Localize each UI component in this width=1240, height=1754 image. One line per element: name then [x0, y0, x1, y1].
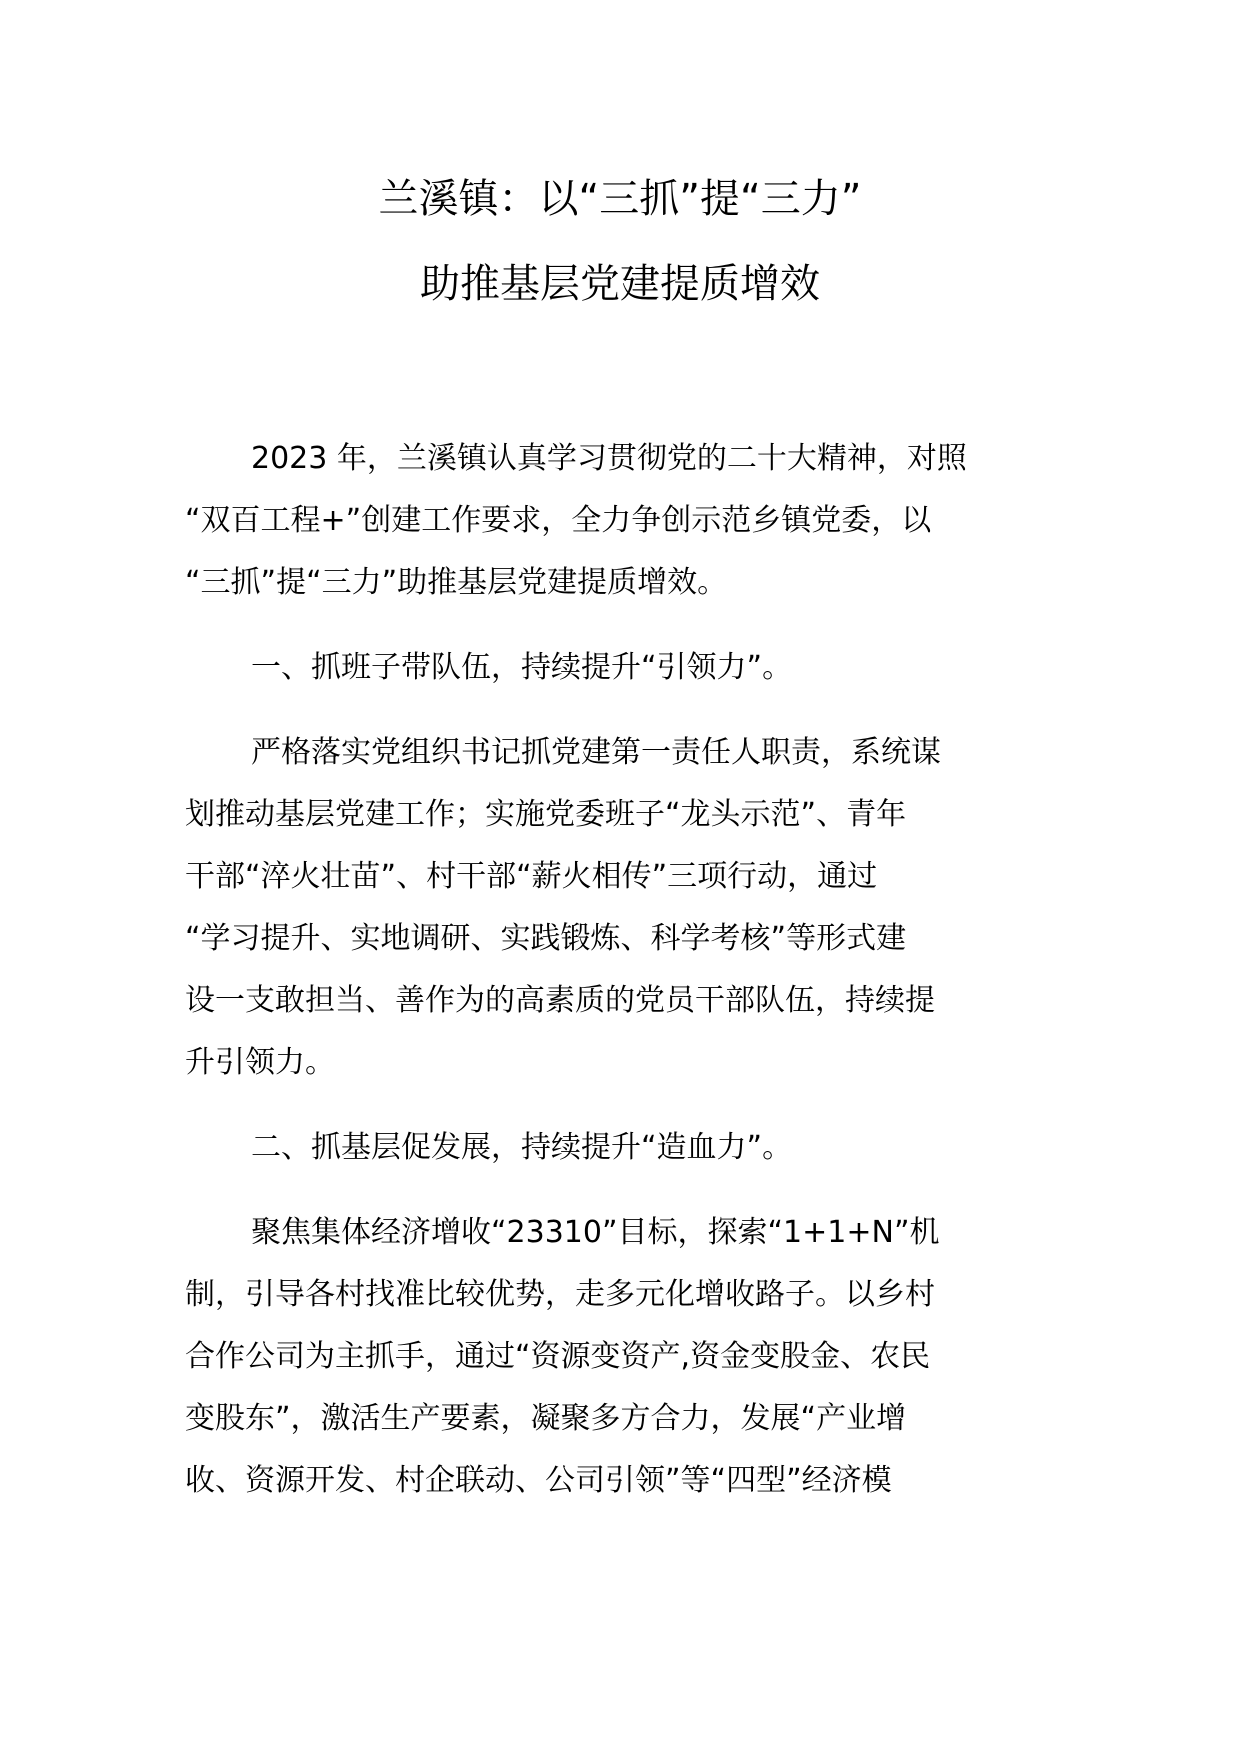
document-body — [185, 428, 1055, 1512]
paragraph-line: 制，引导各村找准比较优势，走多元化增收路子。以乡村 — [185, 1277, 935, 1312]
intro-paragraph — [185, 428, 1055, 614]
paragraph-line: 严格落实党组织书记抓党建第一责任人职责，系统谋 — [251, 735, 941, 770]
document-title-line-1: 兰溪镇：以“三抓”提“三力” — [378, 176, 862, 222]
paragraph-line: “三抓”提“三力”助推基层党建提质增效。 — [185, 565, 728, 600]
paragraph-line: 变股东”，激活生产要素，凝聚多方合力，发展“产业增 — [185, 1401, 907, 1436]
paragraph-line: 干部“淬火壮苗”、村干部“薪火相传”三项行动，通过 — [185, 859, 878, 894]
paragraph-line: 2023 年，兰溪镇认真学习贯彻党的二十大精神，对照 — [251, 441, 967, 476]
paragraph-line: “双百工程+”创建工作要求，全力争创示范乡镇党委，以 — [185, 503, 932, 538]
document-title-line-2: 助推基层党建提质增效 — [420, 261, 820, 307]
section-heading-line: 一、抓班子带队伍，持续提升“引领力”。 — [251, 650, 793, 685]
paragraph-line: 划推动基层党建工作；实施党委班子“龙头示范”、青年 — [185, 797, 907, 832]
section-2-heading — [185, 1117, 1055, 1179]
section-heading-line: 二、抓基层促发展，持续提升“造血力”。 — [251, 1130, 793, 1165]
paragraph-line: 升引领力。 — [185, 1045, 335, 1080]
section-1-paragraph — [185, 722, 1055, 1094]
paragraph-line: “学习提升、实地调研、实践锻炼、科学考核”等形式建 — [185, 921, 907, 956]
section-1-heading — [185, 637, 1055, 699]
paragraph-line: 聚焦集体经济增收“23310”目标，探索“1+1+N”机 — [251, 1215, 940, 1250]
section-2-paragraph — [185, 1202, 1055, 1512]
paragraph-line: 合作公司为主抓手，通过“资源变资产,资金变股金、农民 — [185, 1339, 931, 1374]
paragraph-line: 设一支敢担当、善作为的高素质的党员干部队伍，持续提 — [185, 983, 935, 1018]
paragraph-line: 收、资源开发、村企联动、公司引领”等“四型”经济模 — [185, 1463, 892, 1498]
